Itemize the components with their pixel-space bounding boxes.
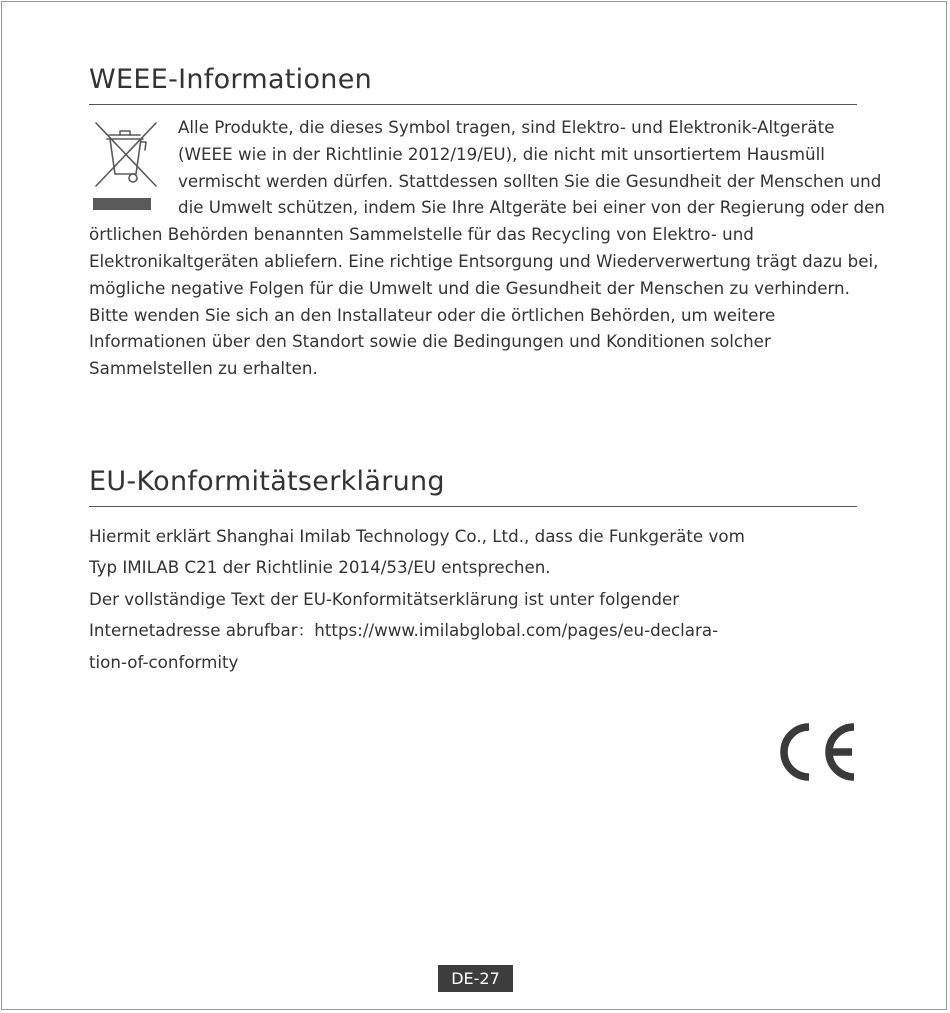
eu-heading: EU-Konformitätserklärung [89,462,857,507]
ce-mark-icon [772,721,858,783]
eu-line-5: tion-of-conformity [89,651,239,672]
weee-paragraph [89,114,889,382]
eu-line-3: Der vollständige Text der EU-Konformitätserklärung ist unter folgender [89,588,680,609]
eu-line-2: Typ IMILAB C21 der Richtlinie 2014/53/EU entsprechen. [89,557,551,578]
weee-heading: WEEE-Informationen [89,60,857,105]
weee-paragraph-text: Alle Produkte, die dieses Symbol tragen, sind Elektro- und Elektronik-Altgeräte (WEEE wie in der Richtlinie 2012/19/EU), die nicht mit unsortiertem Hausmüll vermischt werden dürfen. Stattdessen sollten Sie die Gesundheit der Menschen und die Umwelt schützen, indem Sie Ihre Altgeräte bei einer von der Regierung oder den örtlichen Behörden benannten Sammelstelle für das Recycling von Elektro- und Elektronikaltgeräten abliefern. Eine richtige Entsorgung und Wiederverwertung trägt dazu bei, mögliche negative Folgen für die Umwelt und die Gesundheit der Menschen zu verhindern. Bitte wenden Sie sich an den Installateur oder die örtlichen Behörden, um weitere Informationen über den Standort sowie die Bedingungen und Konditionen solcher Sammelstellen zu erhalten. [89,117,885,379]
eu-line-4: Internetadresse abrufbar：https://www.imilabglobal.com/pages/eu-declara- [89,620,719,641]
eu-line-1: Hiermit erklärt Shanghai Imilab Technology Co., Ltd., dass die Funkgeräte vom [89,526,745,546]
eu-paragraph [89,521,879,678]
page-number-badge: DE-27 [438,965,513,992]
icon-spacer [89,114,178,221]
